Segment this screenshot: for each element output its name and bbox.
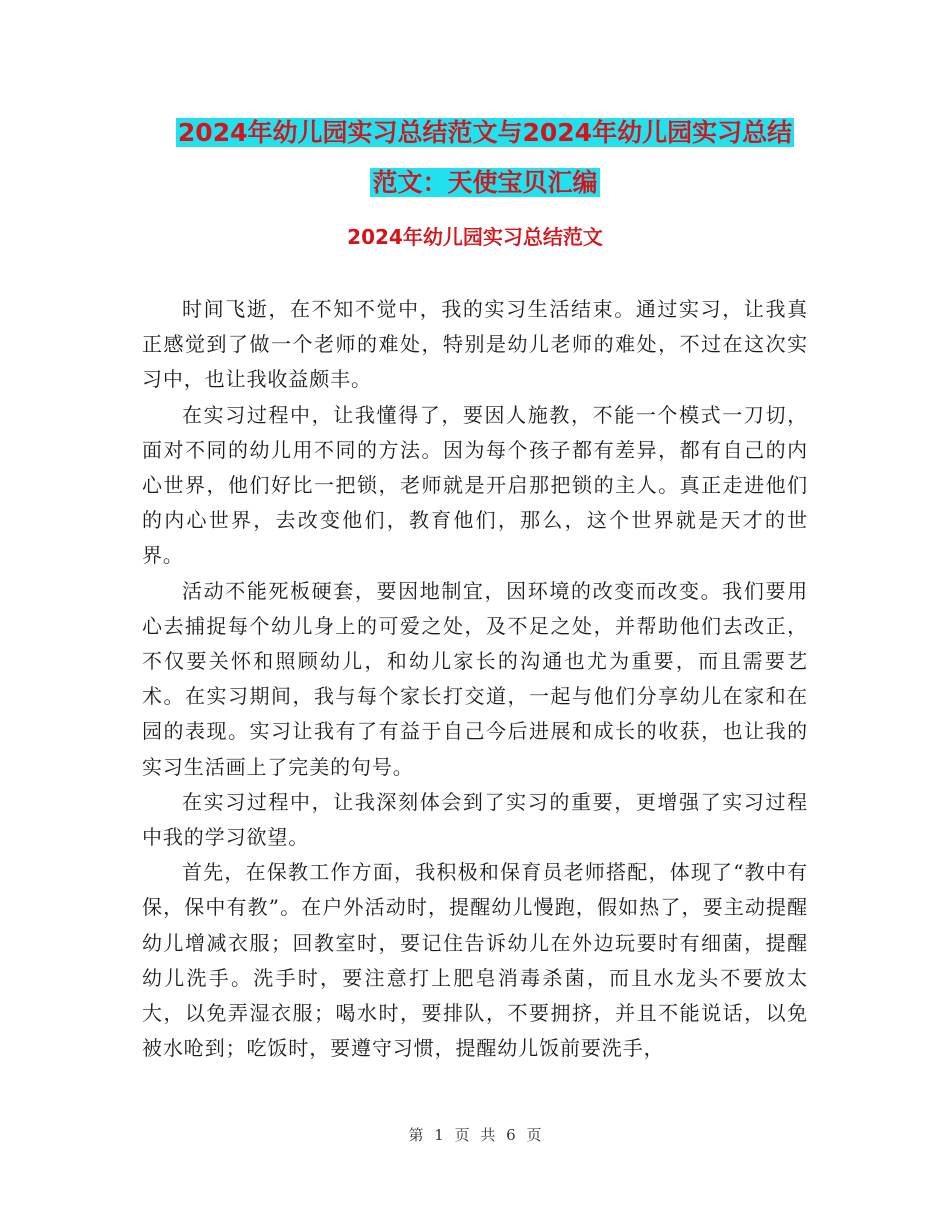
paragraph: 首先，在保教工作方面，我积极和保育员老师搭配，体现了“教中有保，保中有教”。在户外活动时，提醒幼儿慢跑，假如热了，要主动提醒幼儿增减衣服；回教室时，要记住告诉幼儿在外边玩要时有细菌，提醒幼儿洗手。洗手时，要注意打上肥皂消毒杀菌，而且水龙头不要放太大，以免弄湿衣服；喝水时，要排队，不要拥挤，并且不能说话，以免被水呛到；吃饭时，要遵守习惯，提醒幼儿饭前要洗手， xyxy=(142,860,808,1061)
body-text xyxy=(142,292,808,1066)
paragraph: 在实习过程中，让我懂得了，要因人施教，不能一个模式一刀切，面对不同的幼儿用不同的方法。因为每个孩子都有差异，都有自己的内心世界，他们好比一把锁，老师就是开启那把锁的主人。真正走进他们的内心世界，去改变他们，教育他们，那么，这个世界就是天才的世界。 xyxy=(142,402,808,568)
title-line-2: 范文：天使宝贝汇编 xyxy=(372,168,598,197)
paragraph: 在实习过程中，让我深刻体会到了实习的重要，更增强了实习过程中我的学习欲望。 xyxy=(142,789,808,850)
section-title: 2024年幼儿园实习总结范文 xyxy=(347,225,603,249)
paragraph: 时间飞逝，在不知不觉中，我的实习生活结束。通过实习，让我真正感觉到了做一个老师的难处，特别是幼儿老师的难处，不过在这次实习中，也让我收益颇丰。 xyxy=(142,297,808,392)
title-line-1: 2024年幼儿园实习总结范文与2024年幼儿园实习总结 xyxy=(177,118,793,147)
paragraph: 活动不能死板硬套，要因地制宜，因环境的改变而改变。我们要用心去捕捉每个幼儿身上的可爱之处，及不足之处，并帮助他们去改正，不仅要关怀和照顾幼儿，和幼儿家长的沟通也尤为重要，而且需要艺术。在实习期间，我与每个家长打交道，一起与他们分享幼儿在家和在园的表现。实习让我有了有益于自己今后进展和成长的收获，也让我的实习生活画上了完美的句号。 xyxy=(142,578,808,779)
page-number-footer: 第 1 页 共 6 页 xyxy=(408,1126,542,1144)
document-title xyxy=(140,108,830,208)
